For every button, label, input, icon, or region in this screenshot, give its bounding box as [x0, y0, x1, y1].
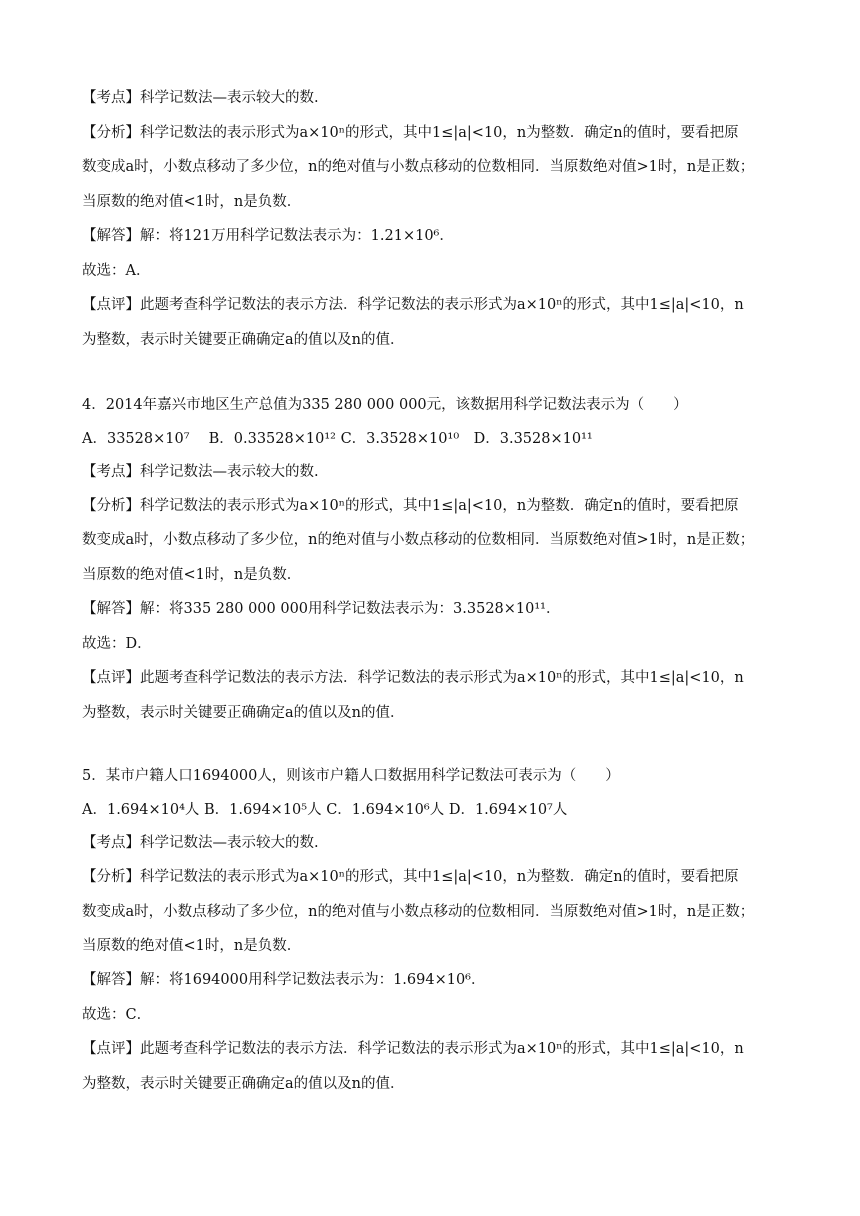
answer-line: 故选：A．: [82, 263, 151, 279]
fenxi-line: 【分析】科学记数法的表示形式为a×10ⁿ的形式，其中1≤|a|<10，n为整数．确定n的值时，要看把原: [82, 869, 739, 885]
fenxi-line: 【分析】科学记数法的表示形式为a×10ⁿ的形式，其中1≤|a|<10，n为整数．确定n的值时，要看把原: [82, 125, 739, 141]
answer-line: 故选：C．: [82, 1007, 152, 1023]
dianping-line: 为整数，表示时关键要正确确定a的值以及n的值．: [82, 332, 405, 348]
fenxi-line: 数变成a时，小数点移动了多少位，n的绝对值与小数点移动的位数相同．当原数绝对值>1时，n是正数；: [82, 159, 755, 175]
fenxi-line: 数变成a时，小数点移动了多少位，n的绝对值与小数点移动的位数相同．当原数绝对值>1时，n是正数；: [82, 532, 755, 548]
fenxi-line: 当原数的绝对值<1时，n是负数．: [82, 194, 302, 210]
options-5: A．1.694×10⁴人 B．1.694×10⁵人 C．1.694×10⁶人 D．1.694×10⁷人: [82, 802, 568, 818]
kaodian-line: 【考点】科学记数法—表示较大的数.: [82, 464, 319, 480]
dianping-line: 【点评】此题考查科学记数法的表示方法．科学记数法的表示形式为a×10ⁿ的形式，其中1≤|a|<10，n: [82, 670, 744, 686]
fenxi-line: 数变成a时，小数点移动了多少位，n的绝对值与小数点移动的位数相同．当原数绝对值>1时，n是正数；: [82, 904, 755, 920]
kaodian-line: 【考点】科学记数法—表示较大的数.: [82, 835, 319, 851]
jieda-line: 【解答】解：将1694000用科学记数法表示为：1.694×10⁶．: [82, 972, 486, 988]
fenxi-line: 【分析】科学记数法的表示形式为a×10ⁿ的形式，其中1≤|a|<10，n为整数．确定n的值时，要看把原: [82, 498, 739, 514]
question-5: 5．某市户籍人口1694000人，则该市户籍人口数据用科学记数法可表示为（ ）: [82, 768, 620, 784]
options-4: A．33528×10⁷ B．0.33528×10¹² C．3.3528×10¹⁰ D．3.3528×10¹¹: [82, 431, 593, 447]
dianping-line: 【点评】此题考查科学记数法的表示方法．科学记数法的表示形式为a×10ⁿ的形式，其中1≤|a|<10，n: [82, 297, 744, 313]
dianping-line: 【点评】此题考查科学记数法的表示方法．科学记数法的表示形式为a×10ⁿ的形式，其中1≤|a|<10，n: [82, 1041, 744, 1057]
fenxi-line: 当原数的绝对值<1时，n是负数．: [82, 567, 302, 583]
question-4: 4．2014年嘉兴市地区生产总值为335 280 000 000元，该数据用科学记数法表示为（ ）: [82, 397, 688, 413]
dianping-line: 为整数，表示时关键要正确确定a的值以及n的值．: [82, 1076, 405, 1092]
kaodian-line: 【考点】科学记数法—表示较大的数.: [82, 90, 319, 106]
jieda-line: 【解答】解：将335 280 000 000用科学记数法表示为：3.3528×10¹¹．: [82, 601, 561, 617]
jieda-line: 【解答】解：将121万用科学记数法表示为：1.21×10⁶．: [82, 228, 454, 244]
dianping-line: 为整数，表示时关键要正确确定a的值以及n的值．: [82, 705, 405, 721]
fenxi-line: 当原数的绝对值<1时，n是负数．: [82, 938, 302, 954]
answer-line: 故选：D．: [82, 636, 152, 652]
